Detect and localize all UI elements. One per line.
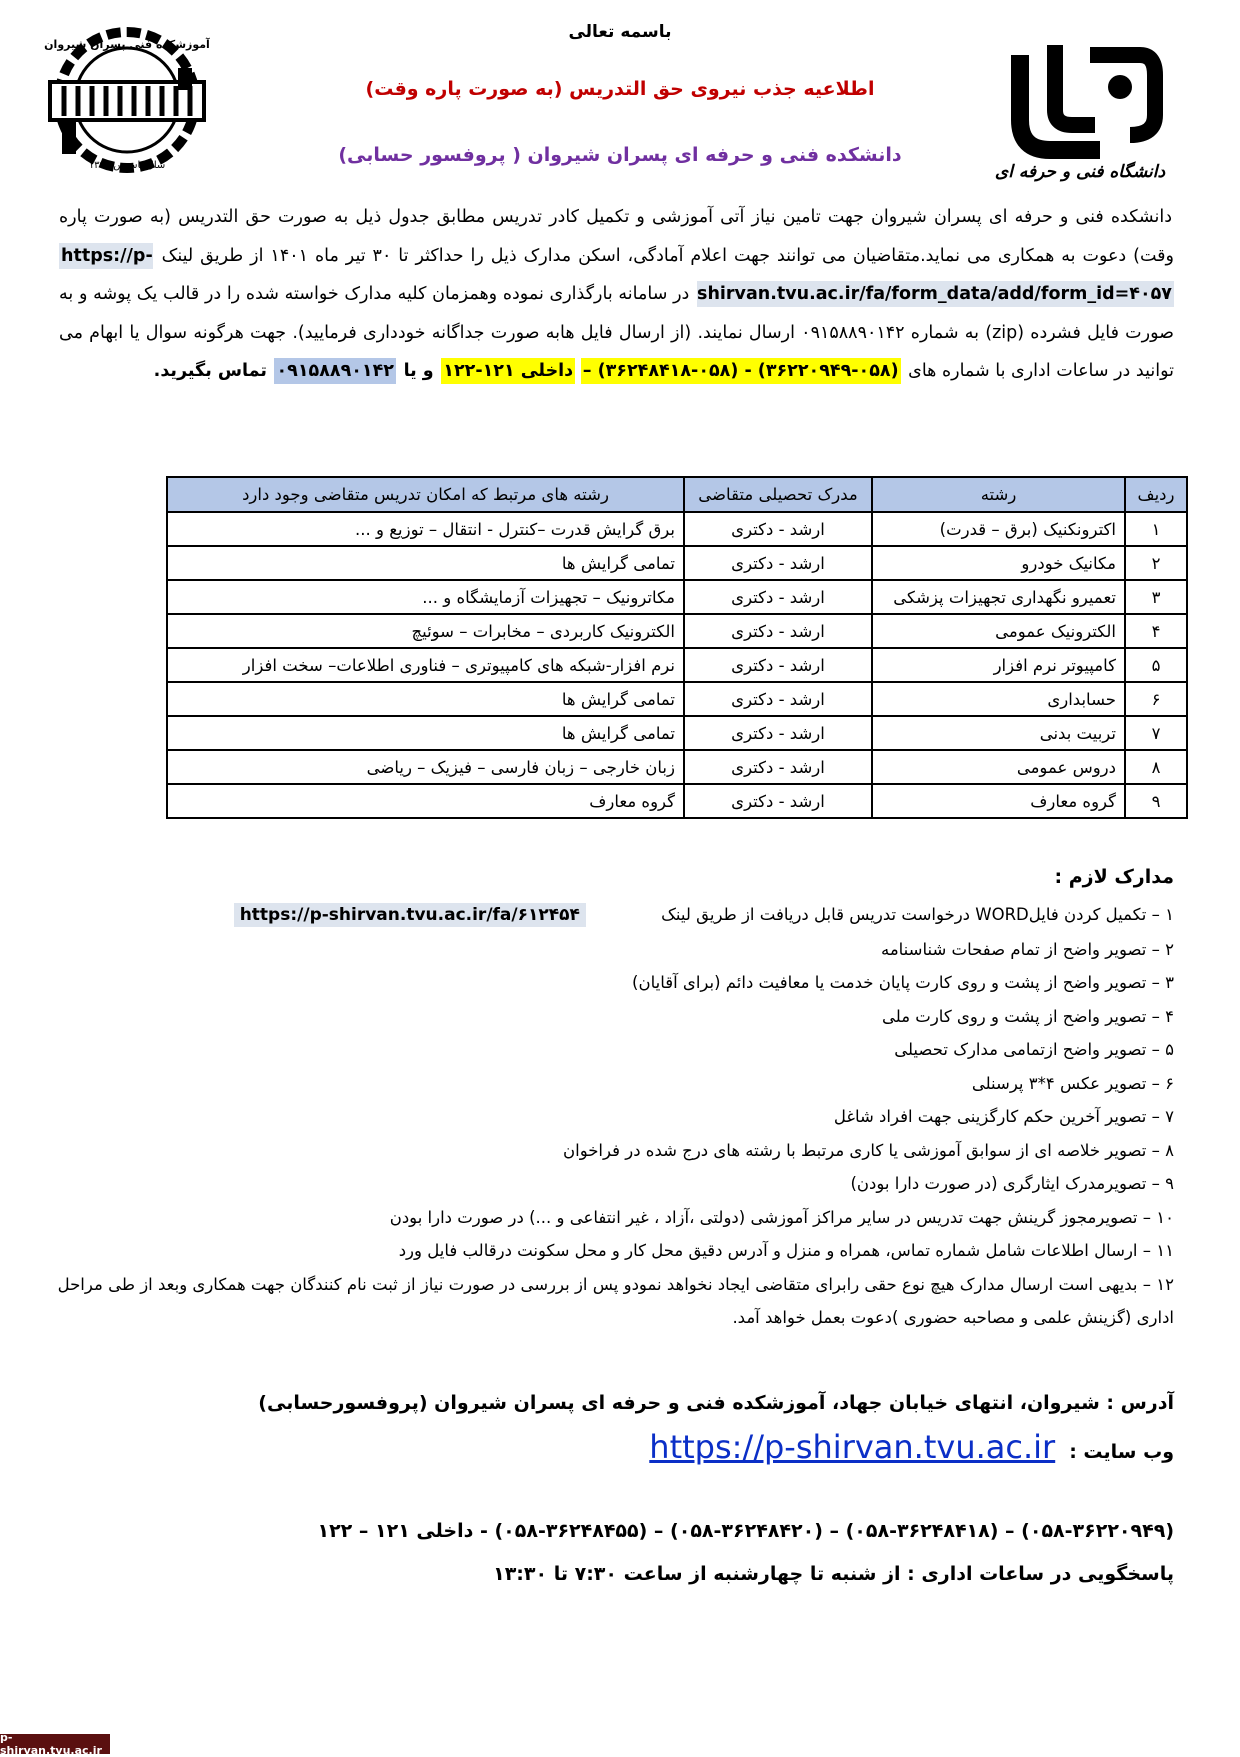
- row-related: برق گرایش قدرت –کنترل - انتقال – توزیع و ...: [167, 512, 684, 546]
- table-row: [167, 648, 1187, 682]
- row-number: ۴: [1125, 614, 1187, 648]
- row-number: ۷: [1125, 716, 1187, 750]
- row-major: حسابداری: [872, 682, 1125, 716]
- intro-text-1: دانشکده فنی و حرفه ای پسران شیروان جهت تامین نیاز آتی آموزشی و تکمیل کادر تدریس مطابق جدول ذیل به صورت حق التدریس (به صورت پاره وقت) دعوت به همکاری می نماید.متقاضیان می توانند جهت اعلام آمادگی، اسکن مدارک ذیل را حداکثر تا ۳۰ تیر ماه ۱۴۰۱ از طریق لینک: [59, 207, 1174, 266]
- documents-heading: مدارک لازم :: [1054, 866, 1174, 888]
- word-form-link[interactable]: https://p-shirvan.tvu.ac.ir/fa/۶۱۲۴۵۴: [234, 903, 586, 927]
- website-label: وب سایت :: [1069, 1441, 1174, 1463]
- row-major: تربیت بدنی: [872, 716, 1125, 750]
- address-line: آدرس : شیروان، انتهای خیابان جهاد، آموزشکده فنی و حرفه ای پسران شیروان (پروفسورحسابی): [258, 1392, 1174, 1414]
- list-item: ۱۰ – تصویرمجوز گرینش جهت تدریس در سایر مراکز آموزشی (دولتی ،آزاد ، غیر انتفاعی و ...) در صورت دارا بودن: [389, 1207, 1174, 1227]
- row-degree: ارشد - دکتری: [684, 580, 872, 614]
- list-item: [54, 898, 1174, 933]
- list-item: ۵ – تصویر واضح ازتمامی مدارک تحصیلی: [894, 1040, 1174, 1059]
- intro-text-4: تماس بگیرید.: [153, 361, 267, 381]
- row-number: ۲: [1125, 546, 1187, 580]
- svg-text:آموزشکده فنی پسران شیروان: آموزشکده فنی پسران شیروان: [44, 38, 210, 51]
- list-item: ۴ – تصویر واضح از پشت و روی کارت ملی: [882, 1006, 1174, 1026]
- office-hours: پاسخگویی در ساعات اداری : از شنبه تا چهارشنبه از ساعت ۷:۳۰ تا ۱۳:۳۰: [493, 1563, 1174, 1585]
- table-row: [167, 682, 1187, 716]
- row-number: ۳: [1125, 580, 1187, 614]
- row-related: تمامی گرایش ها: [167, 682, 684, 716]
- row-number: ۸: [1125, 750, 1187, 784]
- documents-list: [54, 898, 1174, 1335]
- mobile-highlight: ۰۹۱۵۸۸۹۰۱۴۲: [274, 358, 396, 384]
- table-row: [167, 580, 1187, 614]
- list-item: ۲ – تصویر واضح از تمام صفحات شناسنامه: [880, 939, 1174, 959]
- row-related: گروه معارف: [167, 784, 684, 818]
- svg-text:سال تاسیس ۱۳۹۱: سال تاسیس ۱۳۹۱: [88, 160, 166, 171]
- page-subtitle: دانشکده فنی و حرفه ای پسران شیروان ( پروفسور حسابی): [338, 144, 902, 166]
- row-degree: ارشد - دکتری: [684, 682, 872, 716]
- row-degree: ارشد - دکتری: [684, 784, 872, 818]
- website-row: [649, 1428, 1174, 1466]
- row-major: دروس عمومی: [872, 750, 1125, 784]
- row-degree: ارشد - دکتری: [684, 546, 872, 580]
- row-number: ۶: [1125, 682, 1187, 716]
- row-related: تمامی گرایش ها: [167, 546, 684, 580]
- row-major: مکانیک خودرو: [872, 546, 1125, 580]
- phones-highlight: (۰۵۸-۳۶۲۲۰۹۴۹) - (۰۵۸-۳۶۲۴۸۴۱۸) –: [581, 358, 901, 384]
- phone-numbers: (۰۵۸-۳۶۲۲۰۹۴۹) – (۰۵۸-۳۶۲۴۸۴۱۸) – (۰۵۸-۳۶۲۴۸۴۲۰) – (۰۵۸-۳۶۲۴۸۴۵۵) - داخلی ۱۲۱ – ۱۲۲: [317, 1520, 1174, 1542]
- row-degree: ارشد - دکتری: [684, 716, 872, 750]
- list-item: ۱۱ – ارسال اطلاعات شامل شماره تماس، همراه و منزل و آدرس دقیق محل کار و محل سکونت درقالب فایل ورد: [398, 1241, 1174, 1260]
- svg-text:دانشگاه فنی و حرفه ای: دانشگاه فنی و حرفه ای: [994, 162, 1166, 182]
- majors-table: [166, 476, 1188, 819]
- form-link[interactable]: https://p-shirvan.tvu.ac.ir/fa/form_data/add/form_id=۴۰۵۷: [59, 243, 1174, 308]
- header-degree: مدرک تحصیلی متقاضی: [684, 477, 872, 512]
- list-item: ۷ – تصویر آخرین حکم کارگزینی جهت افراد شاغل: [833, 1107, 1174, 1126]
- extension-highlight: داخلی ۱۲۱-۱۲۲: [441, 358, 575, 384]
- row-degree: ارشد - دکتری: [684, 648, 872, 682]
- table-header-row: [167, 477, 1187, 512]
- document-item-1: ۱ – تکمیل کردن فایلWORD درخواست تدریس قابل دریافت از طریق لینک: [661, 905, 1174, 924]
- row-degree: ارشد - دکتری: [684, 750, 872, 784]
- list-item: ۳ – تصویر واضح از پشت و روی کارت پایان خدمت یا معافیت دائم (برای آقایان): [632, 973, 1174, 992]
- row-degree: ارشد - دکتری: [684, 614, 872, 648]
- header-related-fields: رشته های مرتبط که امکان تدریس متقاضی وجود دارد: [167, 477, 684, 512]
- row-major: گروه معارف: [872, 784, 1125, 818]
- website-link[interactable]: https://p-shirvan.tvu.ac.ir: [649, 1428, 1056, 1466]
- bismillah-heading: باسمه تعالی: [568, 22, 672, 42]
- header-major: رشته: [872, 477, 1125, 512]
- table-row: [167, 716, 1187, 750]
- row-major: کامپیوتر نرم افزار: [872, 648, 1125, 682]
- row-major: الکترونیک عمومی: [872, 614, 1125, 648]
- row-related: زبان خارجی – زبان فارسی – فیزیک – ریاضی: [167, 750, 684, 784]
- list-item: ۹ – تصویرمدرک ایثارگری (در صورت دارا بودن): [850, 1174, 1174, 1193]
- intro-paragraph: [59, 198, 1174, 391]
- table-row: [167, 614, 1187, 648]
- row-number: ۵: [1125, 648, 1187, 682]
- table-row: [167, 784, 1187, 818]
- row-related: تمامی گرایش ها: [167, 716, 684, 750]
- row-related: الکترونیک کاربردی – مخابرات – سوئیچ: [167, 614, 684, 648]
- list-item: ۸ – تصویر خلاصه ای از سوابق آموزشی یا کاری مرتبط با رشته های درج شده در فراخوان: [563, 1140, 1174, 1160]
- page-title: اطلاعیه جذب نیروی حق التدریس (به صورت پاره وقت): [365, 78, 875, 100]
- row-major: تعمیرو نگهداری تجهیزات پزشکی: [872, 580, 1125, 614]
- table-row: [167, 546, 1187, 580]
- intro-text-2: در سامانه بارگذاری نموده وهمزمان کلیه مدارک خواسته شده را در قالب یک پوشه و به صورت فایل فشرده (zip) به شماره ۰۹۱۵۸۸۹۰۱۴۲ ارسال نمایند. (از ارسال فایل هابه صورت جداگانه خودداری فرمایید). جهت هرگونه سوال یا ابهام می توانید در ساعات اداری با شماره های: [59, 284, 1174, 381]
- list-item: ۶ – تصویر عکس ۴*۳ پرسنلی: [971, 1073, 1174, 1093]
- header-row-number: ردیف: [1125, 477, 1187, 512]
- list-item: ۱۲ – بدیهی است ارسال مدارک هیچ نوع حقی رابرای متقاضی ایجاد نخواهد نمودو پس از بررسی در صورت نیاز از ثبت نام کنندگان جهت همکاری وبعد از طی مراحل اداری (گزینش علمی و مصاحبه حضوری )دعوت بعمل خواهد آمد.: [57, 1274, 1174, 1327]
- row-major: اکترونکنیک (برق – قدرت): [872, 512, 1125, 546]
- row-related: نرم افزار-شبکه های کامپیوتری – فناوری اطلاعات– سخت افزار: [167, 648, 684, 682]
- site-watermark: p-shirvan.tvu.ac.ir: [0, 1734, 110, 1754]
- table-row: [167, 512, 1187, 546]
- row-number: ۹: [1125, 784, 1187, 818]
- row-related: مکاترونیک – تجهیزات آزمایشگاه و ...: [167, 580, 684, 614]
- table-row: [167, 750, 1187, 784]
- row-degree: ارشد - دکتری: [684, 512, 872, 546]
- intro-text-3: و یا: [403, 361, 434, 381]
- row-number: ۱: [1125, 512, 1187, 546]
